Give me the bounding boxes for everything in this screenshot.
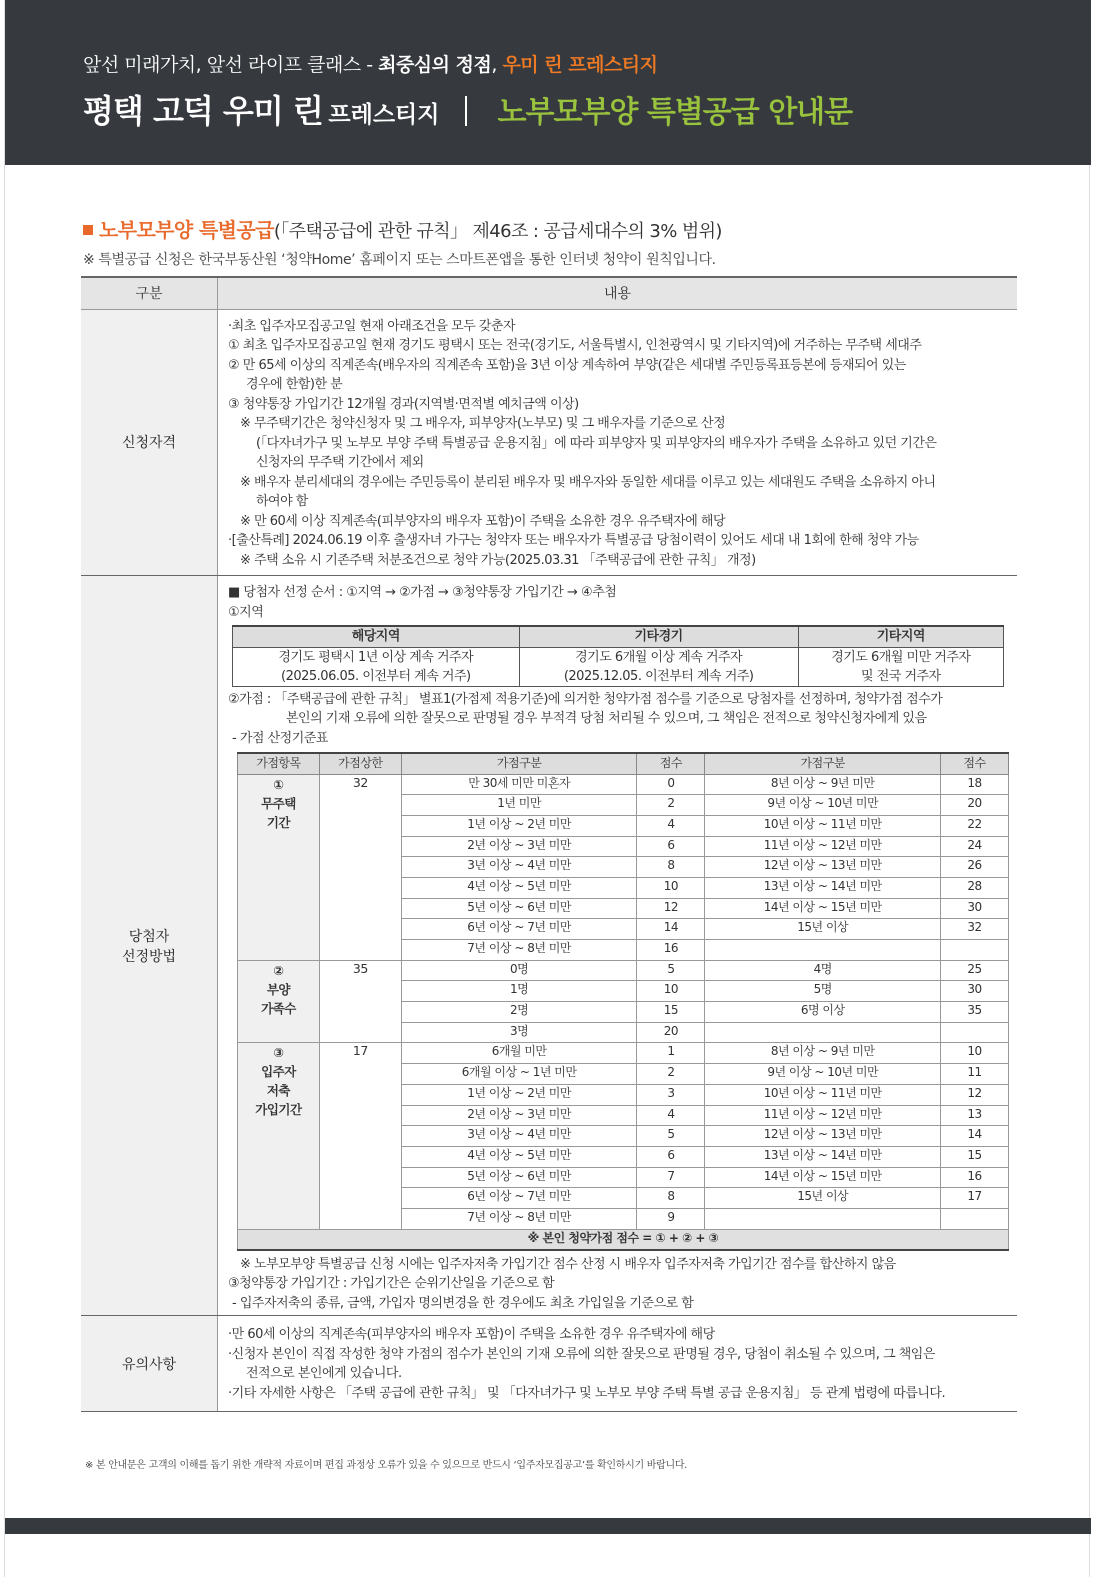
score-criteria-right: 10년 이상 ~ 11년 미만: [705, 1084, 941, 1105]
info-table: [81, 276, 1017, 1412]
score-group-line: 가입기간: [255, 1102, 302, 1118]
score-group-max: 32: [319, 774, 401, 960]
score-criteria-right: 10년 이상 ~ 11년 미만: [705, 815, 941, 836]
score-criteria-left: 1년 이상 ~ 2년 미만: [401, 815, 637, 836]
score-points-right: 26: [941, 857, 1009, 878]
score-points-left: 2: [637, 795, 705, 816]
score-criteria-right: 5명: [705, 981, 941, 1002]
score-criteria-left: 4년 이상 ~ 5년 미만: [401, 877, 637, 898]
score-points-right: 32: [941, 919, 1009, 940]
qual-line: ·[출산특례] 2024.06.19 이후 출생자녀 가구는 청약자 또는 배우자가 특별공급 당첨이력이 있어도 세대 내 1회에 한해 청약 가능: [228, 533, 919, 548]
score-criteria-right: 11년 이상 ~ 12년 미만: [705, 836, 941, 857]
caution-line: 전적으로 본인에게 있습니다.: [246, 1366, 402, 1382]
score-points-right: 11: [941, 1064, 1009, 1085]
col-content: 내용: [218, 277, 1018, 309]
score-points-right: 30: [941, 981, 1009, 1002]
score-points-right: 24: [941, 836, 1009, 857]
region-cell: [798, 647, 1003, 686]
qual-line: 신청자의 무주택 기간에서 제외: [256, 455, 424, 470]
score-header: 가점상한: [319, 753, 401, 774]
score-criteria-right: 8년 이상 ~ 9년 미만: [705, 774, 941, 795]
score-points-left: 10: [637, 877, 705, 898]
score-group-line: 무주택: [261, 795, 296, 811]
qual-line: ※ 주택 소유 시 기존주택 처분조건으로 청약 가능(2025.03.31 「주택공급에 관한 규칙」 개정): [240, 552, 756, 568]
score-points-left: 4: [637, 1105, 705, 1126]
region-header: 기타경기: [519, 626, 798, 647]
score-criteria-left: 5년 이상 ~ 6년 미만: [401, 898, 637, 919]
score-group-line: 입주자: [261, 1064, 296, 1080]
region-cell: [519, 647, 798, 686]
score-points-right: 35: [941, 1002, 1009, 1023]
score-criteria-right: 14년 이상 ~ 15년 미만: [705, 898, 941, 919]
score-criteria-right: 8년 이상 ~ 9년 미만: [705, 1043, 941, 1064]
score-points-left: 0: [637, 774, 705, 795]
score-group-line: 부양: [266, 981, 291, 997]
score-criteria-right: 12년 이상 ~ 13년 미만: [705, 1126, 941, 1147]
region-cell-line: (2025.12.05. 이전부터 계속 거주): [563, 668, 754, 684]
score-points-right: 15: [941, 1146, 1009, 1167]
score-criteria-left: 6개월 이상 ~ 1년 미만: [401, 1064, 637, 1085]
selection-label-line: 선정방법: [121, 948, 177, 965]
score-group-max: 17: [319, 1043, 401, 1229]
caution-content: [218, 1316, 1018, 1412]
qual-line: ※ 배우자 분리세대의 경우에는 주민등록이 분리된 배우자 및 배우자와 동일한 세대를 이루고 있는 세대원도 주택을 소유하지 아니: [240, 474, 936, 490]
score-points-right: 12: [941, 1084, 1009, 1105]
score-points-left: 7: [637, 1167, 705, 1188]
qual-line: 경우에 한함)한 분: [246, 377, 343, 392]
region-cell-line: 경기도 6개월 이상 계속 거주자: [575, 649, 743, 665]
region-header: 기타지역: [798, 626, 1003, 647]
info-table-header: [81, 277, 1017, 309]
points-line: ②가점 : 「주택공급에 관한 규칙」 별표1(가점제 적용기준)에 의거한 청약가점 점수를 기준으로 당첨자를 선정하며, 청약가점 점수가: [228, 691, 943, 707]
qual-line: ※ 만 60세 이상 직계존속(피부양자의 배우자 포함)이 주택을 소유한 경우 유주택자에 해당: [240, 513, 726, 529]
score-criteria-right: 4명: [705, 960, 941, 981]
caution-line: ·신청자 본인이 직접 작성한 청약 가점의 점수가 본인의 기재 오류에 의한 잘못으로 판명될 경우, 당첨이 취소될 수 있으며, 그 책임은: [228, 1346, 935, 1362]
score-criteria-left: 7년 이상 ~ 8년 미만: [401, 940, 637, 961]
score-header: 가점구분: [401, 753, 637, 774]
score-points-left: 8: [637, 1188, 705, 1209]
region-table: [232, 625, 1004, 687]
score-header: 점수: [941, 753, 1009, 774]
score-criteria-right: 13년 이상 ~ 14년 미만: [705, 877, 941, 898]
caution-line: ·만 60세 이상의 직계존속(피부양자의 배우자 포함)이 주택을 소유한 경우 유주택자에 해당: [228, 1327, 715, 1343]
score-group-num: ②: [273, 962, 284, 978]
row-qualification: [81, 309, 1017, 576]
points-sub: - 가점 산정기준표: [232, 730, 328, 746]
score-criteria-right: [705, 1208, 941, 1229]
score-points-right: 22: [941, 815, 1009, 836]
after-line: ※ 노부모부양 특별공급 신청 시에는 입주자저축 가입기간 점수 산정 시 배우자 입주자저축 가입기간 점수를 합산하지 않음: [240, 1256, 896, 1272]
score-points-right: 30: [941, 898, 1009, 919]
after-line: - 입주자저축의 종류, 금액, 가입자 명의변경을 한 경우에도 최초 가입일을 기준으로 함: [232, 1295, 694, 1311]
score-group-name: [238, 960, 320, 1043]
score-criteria-right: 13년 이상 ~ 14년 미만: [705, 1146, 941, 1167]
tagline-bold: 최중심의 정점: [378, 54, 492, 76]
score-group-max: 35: [319, 960, 401, 1043]
score-group-name: [238, 774, 320, 960]
score-points-right: 10: [941, 1043, 1009, 1064]
score-group-line: 저축: [266, 1083, 291, 1099]
score-criteria-right: 6명 이상: [705, 1002, 941, 1023]
score-points-right: 16: [941, 1167, 1009, 1188]
score-points-left: 12: [637, 898, 705, 919]
score-points-left: 5: [637, 1126, 705, 1147]
score-criteria-left: 2년 이상 ~ 3년 미만: [401, 1105, 637, 1126]
score-points-right: 13: [941, 1105, 1009, 1126]
score-group-name: [238, 1043, 320, 1229]
score-row: [238, 960, 1009, 981]
score-total: ※ 본인 청약가점 점수 = ① + ② + ③: [238, 1229, 1009, 1250]
col-category: 구분: [81, 277, 218, 309]
score-criteria-right: 11년 이상 ~ 12년 미만: [705, 1105, 941, 1126]
header-tagline: [83, 50, 658, 77]
region-title: ①지역: [228, 604, 264, 620]
tagline-brand: 우미 린 프레스티지: [502, 54, 658, 76]
score-points-left: 9: [637, 1208, 705, 1229]
caution-line: ·기타 자세한 사항은 「주택 공급에 관한 규칙」 및 「다자녀가구 및 노부모 부양 주택 특별 공급 운용지침」 등 관계 법령에 따릅니다.: [228, 1385, 946, 1401]
score-criteria-left: 5년 이상 ~ 6년 미만: [401, 1167, 637, 1188]
after-line: ③청약통장 가입기간 : 가입기간은 순위기산일을 기준으로 함: [228, 1276, 555, 1292]
region-cell-line: 및 전국 거주자: [861, 668, 941, 684]
region-cell-line: (2025.06.05. 이전부터 계속 거주): [281, 668, 471, 684]
score-points-right: [941, 1208, 1009, 1229]
section-title: [83, 214, 722, 243]
selection-order: ■ 당첨자 선정 순서 : ①지역 → ②가점 → ③청약통장 가입기간 → ④추첨: [228, 585, 617, 600]
tagline-sep: ,: [491, 54, 503, 76]
score-criteria-left: 2년 이상 ~ 3년 미만: [401, 836, 637, 857]
region-cell: [233, 647, 520, 686]
title-sub: 프레스티지: [328, 102, 440, 128]
score-criteria-left: 0명: [401, 960, 637, 981]
score-criteria-right: [705, 940, 941, 961]
score-criteria-right: 15년 이상: [705, 919, 941, 940]
qual-line: ③ 청약통장 가입기간 12개월 경과(지역별·면적별 예치금액 이상): [228, 396, 579, 412]
score-group-line: 가족수: [261, 1000, 296, 1016]
qual-line: (「다자녀가구 및 노부모 부양 주택 특별공급 운용지침」에 따라 피부양자 및 피부양자의 배우자가 주택을 소유하고 있던 기간은: [256, 435, 937, 451]
qual-line: ·최초 입주자모집공고일 현재 아래조건을 모두 갖춘자: [228, 318, 516, 334]
row-caution: [81, 1316, 1017, 1412]
score-group-num: ①: [273, 776, 284, 792]
score-points-right: 18: [941, 774, 1009, 795]
section-note: ※ 특별공급 신청은 한국부동산원 ‘청약Home’ 홈페이지 또는 스마트폰앱을 통한 인터넷 청약이 원칙입니다.: [83, 252, 716, 268]
qualification-label: 신청자격: [81, 309, 218, 576]
score-points-left: 8: [637, 857, 705, 878]
score-points-right: 14: [941, 1126, 1009, 1147]
score-points-right: 25: [941, 960, 1009, 981]
section-title-highlight: 노부모부양 특별공급: [99, 218, 274, 242]
header-title: [83, 86, 852, 132]
score-criteria-right: 9년 이상 ~ 10년 미만: [705, 795, 941, 816]
score-criteria-right: 14년 이상 ~ 15년 미만: [705, 1167, 941, 1188]
score-criteria-left: 2명: [401, 1002, 637, 1023]
score-group-num: ③: [273, 1045, 284, 1061]
score-criteria-left: 6년 이상 ~ 7년 미만: [401, 919, 637, 940]
section-title-rule: (「주택공급에 관한 규칙」 제46조 : 공급세대수의 3% 범위): [273, 221, 722, 242]
score-points-left: 6: [637, 1146, 705, 1167]
qualification-content: [218, 309, 1018, 576]
region-cell-line: 경기도 평택시 1년 이상 계속 거주자: [278, 649, 474, 665]
row-selection: [81, 576, 1017, 1316]
tagline-prefix: 앞선 미래가치, 앞선 라이프 클래스 -: [83, 54, 379, 76]
score-criteria-left: 3년 이상 ~ 4년 미만: [401, 1126, 637, 1147]
score-group-line: 기간: [266, 814, 291, 830]
score-points-left: 3: [637, 1084, 705, 1105]
score-criteria-left: 만 30세 미만 미혼자: [401, 774, 637, 795]
score-row: [238, 1043, 1009, 1064]
score-points-right: 28: [941, 877, 1009, 898]
region-header: 해당지역: [233, 626, 520, 647]
qual-line: ① 최초 입주자모집공고일 현재 경기도 평택시 또는 전국(경기도, 서울특별시, 인천광역시 및 기타지역)에 거주하는 무주택 세대주: [228, 338, 922, 353]
score-criteria-left: 6년 이상 ~ 7년 미만: [401, 1188, 637, 1209]
score-points-left: 20: [637, 1022, 705, 1043]
score-points-left: 15: [637, 1002, 705, 1023]
title-main: 평택 고덕 우미 린: [83, 92, 323, 130]
score-header: 가점항목: [238, 753, 320, 774]
score-criteria-right: 12년 이상 ~ 13년 미만: [705, 857, 941, 878]
score-points-left: 2: [637, 1064, 705, 1085]
footer-bar: [5, 1518, 1091, 1534]
selection-label-line: 당첨자: [128, 928, 170, 945]
score-criteria-left: 1년 미만: [401, 795, 637, 816]
score-criteria-left: 6개월 미만: [401, 1043, 637, 1064]
score-points-left: 6: [637, 836, 705, 857]
score-points-right: [941, 940, 1009, 961]
qual-line: ② 만 65세 이상의 직계존속(배우자의 직계존속 포함)을 3년 이상 계속하여 부양(같은 세대별 주민등록표등본에 등재되어 있는: [228, 357, 906, 373]
score-table: [237, 752, 1009, 1251]
score-points-right: 17: [941, 1188, 1009, 1209]
qual-line: ※ 무주택기간은 청약신청자 및 그 배우자, 피부양자(노부모) 및 그 배우자를 기준으로 산정: [240, 416, 726, 431]
score-criteria-left: 3명: [401, 1022, 637, 1043]
score-points-left: 4: [637, 815, 705, 836]
title-divider: [465, 96, 467, 126]
score-points-left: 14: [637, 919, 705, 940]
score-criteria-left: 4년 이상 ~ 5년 미만: [401, 1146, 637, 1167]
points-line: 본인의 기재 오류에 의한 잘못으로 판명될 경우 부적격 당첨 처리될 수 있으며, 그 책임은 전적으로 청약신청자에게 있음: [286, 711, 927, 726]
selection-label: [81, 576, 218, 1316]
footnote: ※ 본 안내문은 고객의 이해를 돕기 위한 개략적 자료이며 편집 과정상 오류가 있을 수 있으므로 반드시 ‘입주자모집공고’를 확인하시기 바랍니다.: [85, 1460, 688, 1471]
score-points-left: 10: [637, 981, 705, 1002]
selection-content: [218, 576, 1018, 1316]
score-criteria-right: [705, 1022, 941, 1043]
title-notice: 노부모부양 특별공급 안내문: [497, 95, 853, 130]
header-banner: [5, 0, 1091, 165]
score-criteria-right: 15년 이상: [705, 1188, 941, 1209]
score-header: 점수: [637, 753, 705, 774]
score-points-right: [941, 1022, 1009, 1043]
caution-label: 유의사항: [81, 1316, 218, 1412]
score-criteria-left: 1명: [401, 981, 637, 1002]
score-points-left: 5: [637, 960, 705, 981]
score-header: 가점구분: [705, 753, 941, 774]
score-points-left: 16: [637, 940, 705, 961]
score-criteria-left: 1년 이상 ~ 2년 미만: [401, 1084, 637, 1105]
score-points-left: 1: [637, 1043, 705, 1064]
region-cell-line: 경기도 6개월 미만 거주자: [831, 649, 971, 665]
score-criteria-left: 7년 이상 ~ 8년 미만: [401, 1208, 637, 1229]
score-criteria-right: 9년 이상 ~ 10년 미만: [705, 1064, 941, 1085]
qual-line: 하여야 함: [256, 494, 308, 509]
page: [4, 0, 1090, 1577]
square-bullet-icon: [83, 225, 93, 235]
score-points-right: 20: [941, 795, 1009, 816]
score-row: [238, 774, 1009, 795]
score-criteria-left: 3년 이상 ~ 4년 미만: [401, 857, 637, 878]
